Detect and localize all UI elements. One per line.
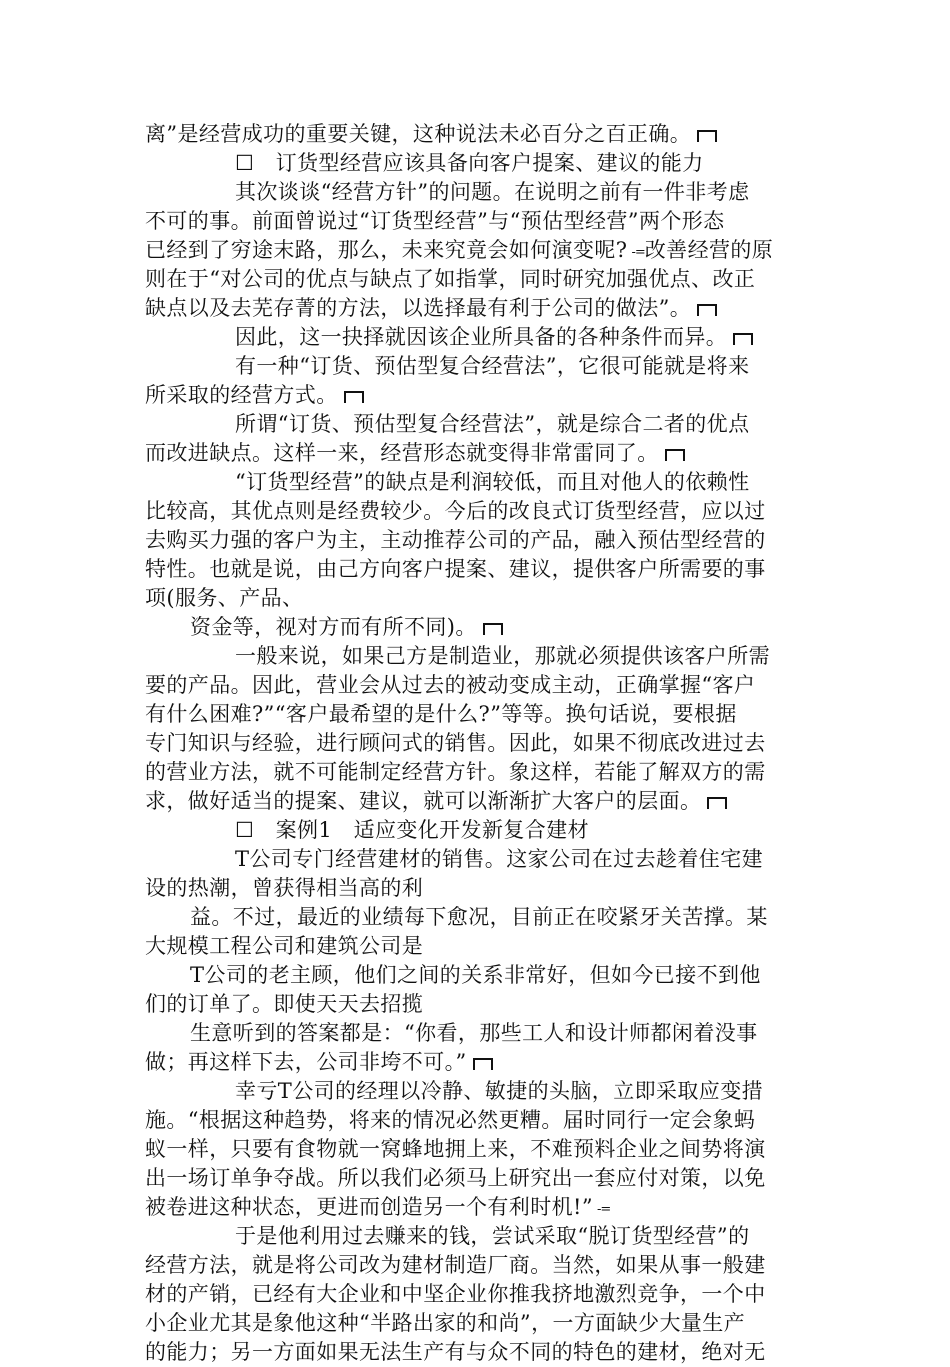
text-line [145,323,815,352]
text-line [145,787,815,816]
line-text: 去购买力强的客户为主，主动推荐公司的产品，融入预估型经营的 [145,528,766,552]
paragraph-mark-icon [733,333,753,345]
text-line [145,874,815,903]
line-text: 不可的事。前面曾说过“订货型经营”与“预估型经营”两个形态 [145,209,725,233]
line-text: 所采取的经营方式。 [145,383,338,407]
paragraph-mark-icon [665,449,685,461]
text-line [145,1222,815,1251]
text-line [145,381,815,410]
text-line [145,410,815,439]
line-text: 特性。也就是说，由己方向客户提案、建议，提供客户所需要的事 [145,557,766,581]
line-text: ☐ 订货型经营应该具备向客户提案、建议的能力 [235,151,704,175]
line-text: 项(服务、产品、 [145,586,304,610]
paragraph-mark-icon [707,797,727,809]
line-text-tail: 改善经营的原 [644,238,774,262]
text-line [145,1077,815,1106]
line-text: 离”是经营成功的重要关键，这种说法未必百分之百正确。 [145,122,692,146]
line-text: 有一种“订货、预估型复合经营法”，它很可能就是将来 [235,354,750,378]
line-text: 比较高，其优点则是经费较少。今后的改良式订货型经营，应以过 [145,499,766,523]
text-line [145,584,815,613]
paragraph-mark-icon [344,391,364,403]
line-text: 幸亏T公司的经理以冷静、敏捷的头脑，立即采取应变措 [235,1079,764,1103]
text-line [145,1309,815,1338]
line-text: 已经到了穷途末路，那么，未来究竟会如何演变呢? [145,238,628,262]
line-text: 于是他利用过去赚来的钱，尝试采取“脱订货型经营”的 [235,1224,750,1248]
line-text: 的营业方法，就不可能制定经营方针。象这样，若能了解双方的需 [145,760,766,784]
text-line [145,352,815,381]
line-text: T公司专门经营建材的销售。这家公司在过去趁着住宅建 [235,847,764,871]
text-line [145,729,815,758]
text-line [145,526,815,555]
paragraph-mark-icon [697,130,717,142]
text-line [145,903,815,932]
line-text: 其次谈谈“经营方针”的问题。在说明之前有一件非考虑 [235,180,750,204]
text-line [145,1048,815,1077]
line-text: 要的产品。因此，营业会从过去的被动变成主动，正确掌握“客户 [145,673,756,697]
line-text: ☐ 案例1 适应变化开发新复合建材 [235,818,589,842]
text-line [145,845,815,874]
text-line [145,1135,815,1164]
text-line [145,816,815,845]
line-text: 一般来说，如果己方是制造业，那就必须提供该客户所需 [235,644,770,668]
text-line [145,1164,815,1193]
text-line [145,671,815,700]
paragraph-mark-icon [473,1058,493,1070]
line-text: 资金等，视对方而有所不同)。 [190,615,477,639]
text-line [145,990,815,1019]
text-line [145,294,815,323]
line-text: 做；再这样下去，公司非垮不可。” [145,1050,467,1074]
text-line [145,468,815,497]
line-text: 们的订单了。即使天天去招揽 [145,992,424,1016]
text-line [145,932,815,961]
line-text: 则在于“对公司的优点与缺点了如指掌，同时研究加强优点、改正 [145,267,756,291]
line-text: 大规模工程公司和建筑公司是 [145,934,424,958]
line-break-mark: -= [596,1202,611,1217]
text-line [145,178,815,207]
line-text: 益。不过，最近的业绩每下愈况，目前正在咬紧牙关苦撑。某 [190,905,768,929]
line-text: 有什么困难?”“客户最希望的是什么?”等等。换句话说，要根据 [145,702,737,726]
line-text: 材的产销，已经有大企业和中坚企业你推我挤地激烈竞争，一个中 [145,1282,766,1306]
text-line [145,265,815,294]
line-text: 蚁一样，只要有食物就一窝蜂地拥上来，不难预料企业之间势将演 [145,1137,766,1161]
line-text: 的能力；另一方面如果无法生产有与众不同的特色的建材，绝对无 [145,1340,766,1364]
text-line [145,961,815,990]
text-line [145,1106,815,1135]
text-line [145,439,815,468]
line-text: 小企业尤其是象他这种“半路出家的和尚”，一方面缺少大量生产 [145,1311,746,1335]
text-line [145,613,815,642]
text-line [145,700,815,729]
line-text: 缺点以及去芜存菁的方法，以选择最有利于公司的做法”。 [145,296,692,320]
paragraph-mark-icon [697,304,717,316]
line-break-mark: -= [631,245,645,260]
line-text: 生意听到的答案都是：“你看，那些工人和设计师都闲着没事 [190,1021,758,1045]
line-text: 设的热潮，曾获得相当高的利 [145,876,424,900]
text-line [145,149,815,178]
line-text: 出一场订单争夺战。所以我们必须马上研究出一套应付对策，以免 [145,1166,766,1190]
text-line [145,1280,815,1309]
text-line [145,758,815,787]
text-line [145,642,815,671]
line-text: 求，做好适当的提案、建议，就可以渐渐扩大客户的层面。 [145,789,702,813]
line-text: “订货型经营”的缺点是利润较低，而且对他人的依赖性 [235,470,750,494]
text-line [145,555,815,584]
text-line [145,207,815,236]
line-text: 被卷进这种状态，更进而创造另一个有利时机!” [145,1195,593,1219]
text-line [145,1251,815,1280]
line-text: 而改进缺点。这样一来，经营形态就变得非常雷同了。 [145,441,659,465]
text-line [145,120,815,149]
line-text: T公司的老主顾，他们之间的关系非常好，但如今已接不到他 [190,963,761,987]
text-line [145,236,815,265]
line-text: 专门知识与经验，进行顾问式的销售。因此，如果不彻底改进过去 [145,731,766,755]
text-line [145,1019,815,1048]
line-text: 施。“根据这种趋势，将来的情况必然更糟。届时同行一定会象蚂 [145,1108,756,1132]
paragraph-mark-icon [483,623,503,635]
text-line [145,1338,815,1367]
body-text [145,120,815,1367]
line-text: 所谓“订货、预估型复合经营法”，就是综合二者的优点 [235,412,750,436]
line-text: 因此，这一抉择就因该企业所具备的各种条件而异。 [235,325,728,349]
text-line [145,497,815,526]
line-text: 经营方法，就是将公司改为建材制造厂商。当然，如果从事一般建 [145,1253,766,1277]
text-line [145,1193,815,1222]
